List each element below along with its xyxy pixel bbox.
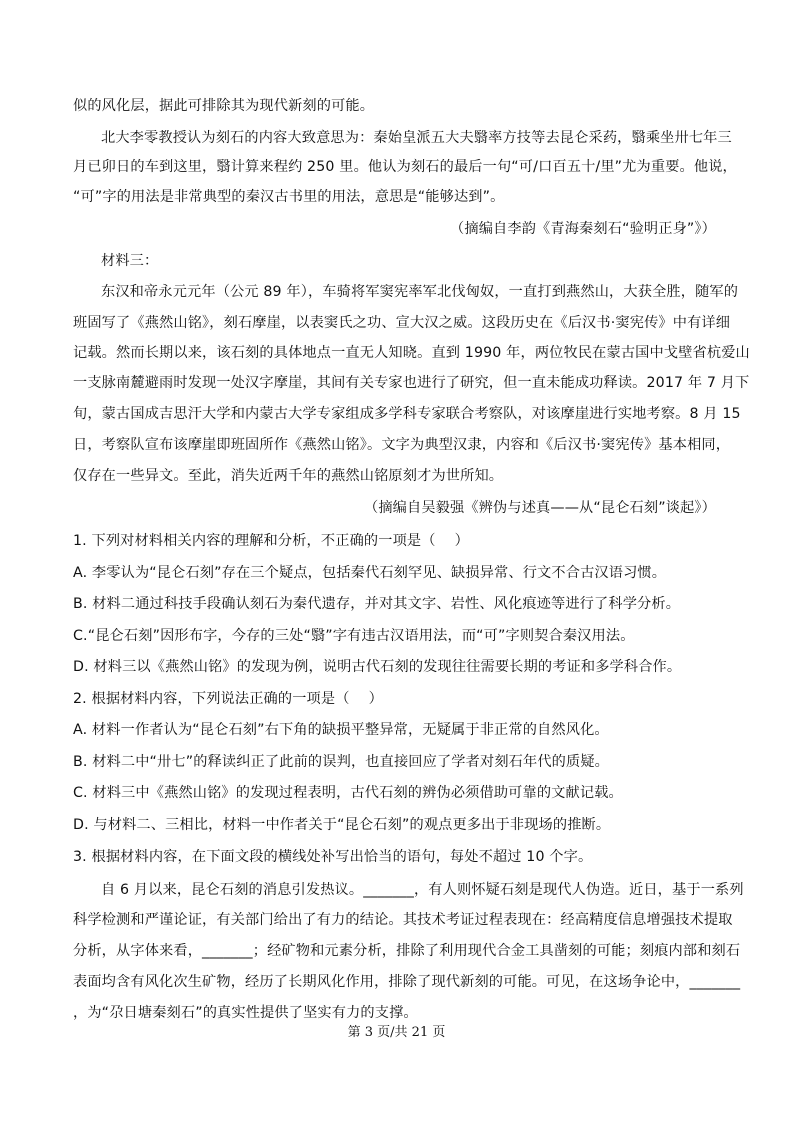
text-line: 北大李零教授认为刻石的内容大致意思为：秦始皇派五大夫翳率方技等去昆仑采药，翳乘坐卅七年三 (101, 130, 732, 146)
text-line: 仅存在一些异文。至此，消失近两千年的燕然山铭原刻才为世所知。 (73, 468, 504, 484)
text-line: 记载。然而长期以来，该石刻的具体地点一直无人知晓。直到 1990 年，两位牧民在蒙古国中戈壁省杭爱山 (73, 345, 750, 361)
text-line: 月已卯日的车到这里，翳计算来程约 250 里。他认为刻石的最后一句“可/口百五十/里”尤为重要。他说， (73, 159, 737, 175)
answer-option: D. 与材料二、三相比，材料一中作者关于“昆仑石刻”的观点更多出于非现场的推断。 (73, 817, 611, 833)
text-line: 似的风化层，据此可排除其为现代新刻的可能。 (73, 98, 375, 114)
text-line: “可”字的用法是非常典型的秦汉古书里的用法，意思是“能够达到”。 (73, 189, 505, 205)
answer-option: D. 材料三以《燕然山铭》的发现为例，说明古代石刻的发现往往需要长期的考证和多学科合作。 (73, 659, 682, 675)
text-line: 一支脉南麓避雨时发现一处汉字摩崖，其间有关专家也进行了研究，但一直未能成功释读。2017 年 7 月下 (73, 375, 750, 391)
text-line: 日，考察队宣布该摩崖即班固所作《燕然山铭》。文字为典型汉隶，内容和《后汉书·窦宪传》基本相同， (73, 437, 731, 453)
question-stem: 1. 下列对材料相关内容的理解和分析，不正确的一项是（ ） (73, 533, 469, 549)
answer-option: B. 材料二中“卅七”的释读纠正了此前的误判，也直接回应了学者对刻石年代的质疑。 (73, 754, 610, 770)
source-citation: （摘编自李韵《青海秦刻石“验明正身”》） (450, 221, 716, 237)
page-number: 第 3 页/共 21 页 (347, 1025, 446, 1040)
text-line: ，为“尕日塘秦刻石”的真实性提供了坚实有力的支撑。 (73, 1005, 418, 1021)
text-line: 旬，蒙古国成吉思汗大学和内蒙古大学专家组成多学科专家联合考察队，对该摩崖进行实地考察。8 月 15 (73, 406, 741, 422)
text-line: 班固写了《燕然山铭》，刻石摩崖，以表窦氏之功、宣大汉之威。这段历史在《后汉书·窦宪传》中有详细 (73, 315, 731, 331)
text-line: 科学检测和严谨论证，有关部门给出了有力的结论。其技术考证过程表现在：经高精度信息增强技术提取 (73, 912, 733, 928)
answer-option: C. 材料三中《燕然山铭》的发现过程表明，古代石刻的辨伪必须借助可靠的文献记载。 (73, 785, 623, 801)
answer-option: C.“昆仑石刻”因形布字，今存的三处“翳”字有违古汉语用法，而“可”字则契合秦汉用法。 (73, 628, 635, 644)
question-stem: 3. 根据材料内容，在下面文段的横线处补写出恰当的语句，每处不超过 10 个字。 (73, 849, 593, 865)
text-line: 表面均含有风化次生矿物，经历了长期风化作用，排除了现代新刻的可能。可见，在这场争论中，_______ (73, 974, 741, 990)
text-line: 东汉和帝永元元年（公元 89 年），车骑将军窦宪率军北伐匈奴，一直打到燕然山，大获全胜，随军的 (101, 284, 739, 300)
text-line: 自 6 月以来，昆仑石刻的消息引发热议。_______，有人则怀疑石刻是现代人伪造。近日，基于一系列 (101, 882, 744, 898)
answer-option: B. 材料二通过科技手段确认刻石为秦代遗存，并对其文字、岩性、风化痕迹等进行了科学分析。 (73, 596, 681, 612)
answer-option: A. 材料一作者认为“昆仑石刻”右下角的缺损平整异常，无疑属于非正常的自然风化。 (73, 722, 609, 738)
text-line: 分析，从字体来看，_______；经矿物和元素分析，排除了利用现代合金工具凿刻的可能；刻痕内部和刻石 (73, 943, 741, 959)
source-citation: （摘编自吴毅强《辨伪与述真——从“昆仑石刻”谈起》） (363, 500, 716, 516)
answer-option: A. 李零认为“昆仑石刻”存在三个疑点，包括秦代石刻罕见、缺损异常、行文不合古汉语习惯。 (73, 565, 667, 581)
section-heading: 材料三： (101, 253, 159, 269)
question-stem: 2. 根据材料内容，下列说法正确的一项是（ ） (73, 691, 383, 707)
